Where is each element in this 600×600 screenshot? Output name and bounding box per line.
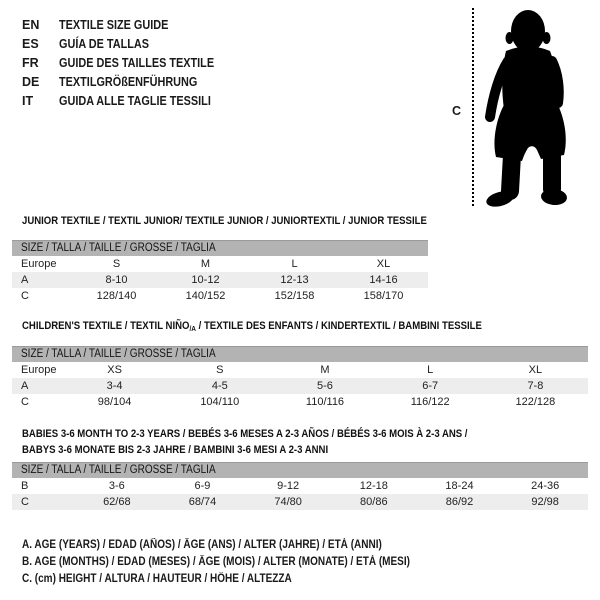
- height-value: 110/116: [305, 396, 345, 408]
- age-value: 10-12: [191, 274, 220, 286]
- nino-a-subscript: /A: [189, 324, 196, 333]
- language-code: EN: [22, 18, 40, 32]
- age-value: 6-9: [194, 480, 211, 492]
- language-title: GUIDA ALLE TAGLIE TESSILI: [59, 94, 211, 108]
- age-value: 8-10: [105, 274, 128, 286]
- age-value: 24-36: [531, 480, 560, 492]
- row-label: A: [21, 274, 29, 286]
- row-label: Europe: [21, 364, 57, 376]
- age-value: 14-16: [369, 274, 398, 286]
- height-value: 152/158: [274, 290, 315, 302]
- height-value: 86/92: [445, 496, 474, 508]
- language-title-list: [22, 16, 237, 111]
- height-value: 68/74: [188, 496, 217, 508]
- toddler-silhouette: [480, 5, 575, 210]
- age-value: 18-24: [445, 480, 474, 492]
- height-value: 80/86: [360, 496, 388, 508]
- height-value: 122/128: [515, 396, 556, 408]
- height-marker-label: C: [452, 104, 462, 118]
- language-code: FR: [22, 56, 39, 70]
- size-value: XL: [528, 364, 543, 376]
- row-label: C: [21, 290, 29, 302]
- size-header-label: SIZE / TALLA / TAILLE / GRÖSSE / TAGLIA: [21, 242, 216, 254]
- size-value: M: [320, 364, 330, 376]
- language-title: TEXTILE SIZE GUIDE: [59, 18, 169, 32]
- row-label: B: [21, 480, 29, 492]
- age-value: 3-4: [106, 380, 123, 392]
- size-value: S: [216, 364, 224, 376]
- table-row-europe: [12, 362, 588, 378]
- size-header-label: SIZE / TALLA / TAILLE / GRÖSSE / TAGLIA: [21, 348, 216, 360]
- language-code: ES: [22, 37, 39, 51]
- babies-size-table: [12, 462, 588, 510]
- age-value: 12-13: [280, 274, 309, 286]
- language-row-en: [22, 16, 237, 35]
- height-value: 128/140: [96, 290, 137, 302]
- footnote-age-years: A. AGE (YEARS) / EDAD (AÑOS) / ÂGE (ANS) / ALTER (JAHRE) / ETÀ (ANNI): [22, 539, 382, 551]
- age-value: 5-6: [317, 380, 333, 392]
- language-row-it: [22, 92, 237, 111]
- row-label: A: [21, 380, 29, 392]
- table-row-europe: [12, 256, 428, 272]
- size-value: XS: [107, 364, 122, 376]
- size-header-bar: [12, 240, 428, 256]
- footnote-height-cm: C. (cm) HEIGHT / ALTURA / HAUTEUR / HÖHE / ALTEZZA: [22, 573, 292, 585]
- size-header-bar: [12, 462, 588, 478]
- height-value: 140/152: [185, 290, 226, 302]
- height-value: 92/98: [531, 496, 559, 508]
- language-code: DE: [22, 75, 40, 89]
- table-row-age-months: [12, 478, 588, 494]
- height-value: 158/170: [363, 290, 404, 302]
- toddler-head: [511, 10, 545, 52]
- age-value: 6-7: [422, 380, 439, 392]
- age-value: 9-12: [277, 480, 300, 492]
- language-row-fr: [22, 54, 237, 73]
- size-value: M: [200, 258, 211, 270]
- table-row-height: [12, 288, 428, 304]
- size-value: L: [427, 364, 434, 376]
- size-header-bar: [12, 346, 588, 362]
- table-row-height: [12, 394, 588, 410]
- children-section-title: CHILDREN'S TEXTILE / TEXTIL $NIÑO_{/A}$ / TEXTILE DES ENFANTS / KINDERTEXTIL / BAMBINI TESSILE: [22, 320, 482, 333]
- table-row-age: [12, 378, 588, 394]
- height-value: 62/68: [103, 496, 131, 508]
- table-row-height: [12, 494, 588, 510]
- height-value: 116/122: [410, 396, 450, 408]
- row-label: C: [21, 496, 29, 508]
- legend-footnotes: [22, 537, 468, 588]
- age-value: 12-18: [359, 480, 388, 492]
- children-size-table: [12, 346, 588, 410]
- language-row-de: [22, 73, 237, 92]
- footnote-age-months: B. AGE (MONTHS) / EDAD (MESES) / ÂGE (MOIS) / ALTER (MONATE) / ETÀ (MESI): [22, 556, 410, 568]
- size-value: L: [291, 258, 298, 270]
- size-value: S: [112, 258, 121, 270]
- size-value: XL: [376, 258, 391, 270]
- babies-section-title: BABIES 3-6 MONTH TO 2-3 YEARS / BEBÉS 3-6 MESES A 2-3 AÑOS / BÉBÉS 3-6 MOIS À 2-3 ANS / BABYS 3-6 MONATE BIS 2-3 JAHRE / BAMBINI 3-6 MESI A 2-3 ANNI: [22, 428, 468, 456]
- age-value: 7-8: [527, 380, 544, 392]
- height-value: 104/110: [200, 396, 240, 408]
- row-label: Europe: [21, 258, 57, 270]
- age-value: 3-6: [108, 480, 125, 492]
- junior-section-title: JUNIOR TEXTILE / TEXTIL JUNIOR/ TEXTILE JUNIOR / JUNIORTEXTIL / JUNIOR TESSILE: [22, 215, 427, 227]
- language-title: GUÍA DE TALLAS: [59, 37, 150, 51]
- height-measure-dotted-line: [472, 8, 474, 206]
- row-label: C: [21, 396, 29, 408]
- junior-size-table: [12, 240, 428, 304]
- table-row-age: [12, 272, 428, 288]
- height-value: 98/104: [97, 396, 132, 408]
- age-value: 4-5: [211, 380, 228, 392]
- size-header-label: SIZE / TALLA / TAILLE / GRÖSSE / TAGLIA: [21, 464, 216, 476]
- language-code: IT: [22, 94, 34, 108]
- height-value: 74/80: [274, 496, 302, 508]
- language-row-es: [22, 35, 237, 54]
- language-title: GUIDE DES TAILLES TEXTILE: [59, 56, 215, 70]
- language-title: TEXTILGRÖßENFÜHRUNG: [59, 75, 198, 89]
